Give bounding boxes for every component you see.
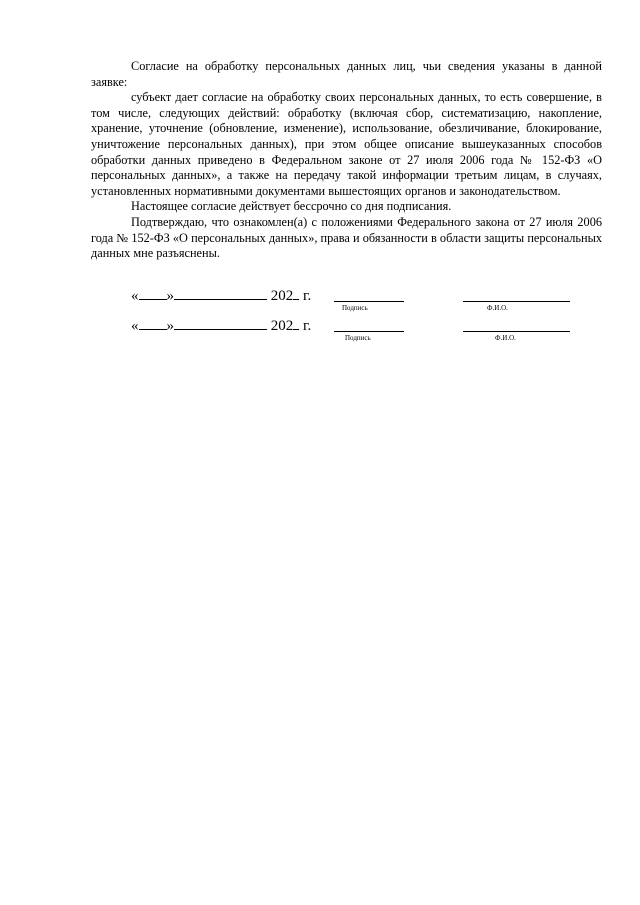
year-prefix: 202: [270, 318, 294, 334]
full-name-caption: Ф.И.О.: [487, 304, 508, 312]
signature-line[interactable]: [334, 301, 404, 302]
day-blank[interactable]: [139, 285, 167, 300]
month-blank[interactable]: [174, 315, 267, 330]
signature-line[interactable]: [334, 331, 404, 332]
year-suffix: г.: [299, 318, 312, 334]
consent-term-paragraph: Настоящее согласие действует бессрочно со дня подписания.: [131, 199, 452, 214]
quote-open: «: [131, 288, 139, 304]
signature-caption: Подпись: [345, 334, 371, 342]
signature-row: [0, 285, 640, 315]
consent-text: [91, 59, 602, 262]
date-field: [131, 285, 311, 305]
full-name-line[interactable]: [463, 331, 570, 332]
date-field: [131, 315, 311, 335]
quote-close: »: [166, 288, 174, 304]
acknowledgement-paragraph: Подтверждаю, что ознакомлен(а) с положениями Федерального закона от 27 июля 2006 года № 152-ФЗ «О персональных данных», права и обязанности в области защиты персональных данных мне разъяснены.: [91, 214, 602, 261]
consent-heading-paragraph: Согласие на обработку персональных данных лиц, чьи сведения указаны в данной заявке:: [91, 59, 602, 89]
year-suffix: г.: [299, 288, 312, 304]
quote-close: »: [166, 318, 174, 334]
consent-scope-paragraph: субъект дает согласие на обработку своих персональных данных, то есть совершение, в том числе, следующих действий: обработку (включая сбор, систематизацию, накопление, хранение, уточнение (обновление, изменение), использование, обезличивание, блокирование, уничтожение персональных данных), при этом общее описание вышеуказанных способов обработки данных приведено в Федеральном законе от 27 июля 2006 года № 152-ФЗ «О персональных данных», а также на передачу такой информации третьим лицам, в случаях, установленных нормативными документами вышестоящих органов и законодательством.: [91, 90, 602, 198]
signature-caption: Подпись: [342, 304, 368, 312]
quote-open: «: [131, 318, 139, 334]
year-prefix: 202: [270, 288, 294, 304]
full-name-caption: Ф.И.О.: [495, 334, 516, 342]
month-blank[interactable]: [174, 285, 267, 300]
full-name-line[interactable]: [463, 301, 570, 302]
day-blank[interactable]: [139, 315, 167, 330]
signature-row: [0, 315, 640, 345]
